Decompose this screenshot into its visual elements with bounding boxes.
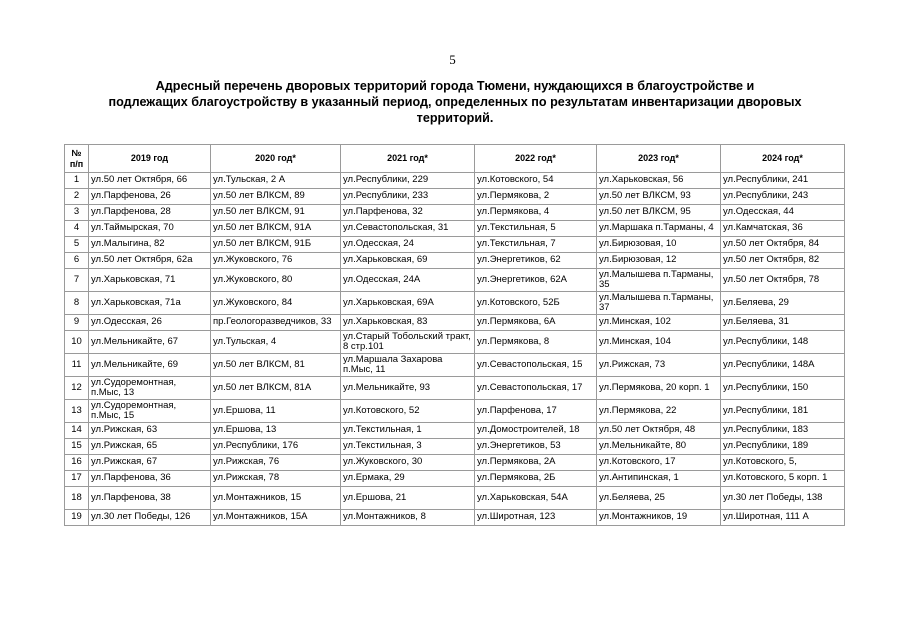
table-row <box>65 439 845 455</box>
address-cell: ул.Беляева, 25 <box>597 487 721 510</box>
address-cell: ул.Котовского, 52Б <box>475 292 597 315</box>
address-cell: ул.Монтажников, 19 <box>597 510 721 526</box>
address-cell: ул.Котовского, 54 <box>475 173 597 189</box>
table-row <box>65 315 845 331</box>
address-cell: ул.Мельникайте, 93 <box>341 377 475 400</box>
address-cell: ул.Широтная, 111 А <box>721 510 845 526</box>
address-cell: ул.Рижская, 67 <box>89 455 211 471</box>
address-cell: ул.50 лет Октября, 84 <box>721 237 845 253</box>
address-cell: ул.Антипинская, 1 <box>597 471 721 487</box>
address-cell: ул.50 лет Октября, 78 <box>721 269 845 292</box>
address-cell: ул.Ершова, 13 <box>211 423 341 439</box>
address-cell: ул.Рижская, 76 <box>211 455 341 471</box>
address-cell: ул.Республики, 241 <box>721 173 845 189</box>
table-row <box>65 354 845 377</box>
row-number-cell: 15 <box>65 439 89 455</box>
address-cell: ул.Пермякова, 20 корп. 1 <box>597 377 721 400</box>
address-cell: ул.Рижская, 65 <box>89 439 211 455</box>
table-row <box>65 510 845 526</box>
address-cell: ул.Ермака, 29 <box>341 471 475 487</box>
address-cell: ул.Текстильная, 3 <box>341 439 475 455</box>
address-cell: ул.Малышева п.Тарманы, 37 <box>597 292 721 315</box>
address-cell: ул.50 лет ВЛКСМ, 91Б <box>211 237 341 253</box>
address-cell: ул.Харьковская, 69 <box>341 253 475 269</box>
header-2020: 2020 год* <box>211 145 341 173</box>
row-number-cell: 13 <box>65 400 89 423</box>
address-cell: ул.Пермякова, 2А <box>475 455 597 471</box>
address-cell: ул.Домостроителей, 18 <box>475 423 597 439</box>
address-cell: ул.Пермякова, 4 <box>475 205 597 221</box>
table-row <box>65 205 845 221</box>
address-cell: ул.Харьковская, 71а <box>89 292 211 315</box>
address-cell: ул.Севастопольская, 31 <box>341 221 475 237</box>
address-cell: ул.Одесская, 24А <box>341 269 475 292</box>
address-cell: ул.30 лет Победы, 138 <box>721 487 845 510</box>
address-cell: ул.Жуковского, 30 <box>341 455 475 471</box>
address-cell: ул.Котовского, 5, <box>721 455 845 471</box>
address-cell: ул.Парфенова, 26 <box>89 189 211 205</box>
address-cell: ул.Тульская, 4 <box>211 331 341 354</box>
address-cell: ул.Республики, 148А <box>721 354 845 377</box>
address-cell: ул.Харьковская, 83 <box>341 315 475 331</box>
table-row <box>65 253 845 269</box>
table-row <box>65 331 845 354</box>
address-cell: ул.Монтажников, 15 <box>211 487 341 510</box>
address-cell: ул.Пермякова, 2 <box>475 189 597 205</box>
address-cell: ул.Беляева, 31 <box>721 315 845 331</box>
address-cell: ул.Бирюзовая, 10 <box>597 237 721 253</box>
table-row <box>65 237 845 253</box>
address-cell: ул.Республики, 183 <box>721 423 845 439</box>
address-cell: ул.Парфенова, 28 <box>89 205 211 221</box>
address-cell: ул.Республики, 233 <box>341 189 475 205</box>
address-cell: ул.Маршака п.Тарманы, 4 <box>597 221 721 237</box>
header-num: № п/п <box>65 145 89 173</box>
address-cell: ул.Парфенова, 38 <box>89 487 211 510</box>
row-number-cell: 6 <box>65 253 89 269</box>
address-cell: ул.50 лет ВЛКСМ, 91 <box>211 205 341 221</box>
address-cell: пр.Геологоразведчиков, 33 <box>211 315 341 331</box>
address-cell: ул.Ершова, 11 <box>211 400 341 423</box>
header-2023: 2023 год* <box>597 145 721 173</box>
address-cell: ул.Республики, 176 <box>211 439 341 455</box>
table-row <box>65 269 845 292</box>
address-cell: ул.Мельникайте, 67 <box>89 331 211 354</box>
title-line-3: территорий. <box>416 111 494 125</box>
table-row <box>65 455 845 471</box>
address-cell: ул.50 лет Октября, 82 <box>721 253 845 269</box>
address-cell: ул.Республики, 150 <box>721 377 845 400</box>
row-number-cell: 12 <box>65 377 89 400</box>
table-row <box>65 423 845 439</box>
address-cell: ул.Энергетиков, 62А <box>475 269 597 292</box>
row-number-cell: 10 <box>65 331 89 354</box>
address-cell: ул.Ершова, 21 <box>341 487 475 510</box>
address-cell: ул.30 лет Победы, 126 <box>89 510 211 526</box>
header-2022: 2022 год* <box>475 145 597 173</box>
address-cell: ул.Монтажников, 15А <box>211 510 341 526</box>
address-cell: ул.Жуковского, 76 <box>211 253 341 269</box>
address-cell: ул.Малыгина, 82 <box>89 237 211 253</box>
address-cell: ул.50 лет ВЛКСМ, 89 <box>211 189 341 205</box>
address-cell: ул.Малышева п.Тарманы, 35 <box>597 269 721 292</box>
address-cell: ул.Республики, 229 <box>341 173 475 189</box>
title-line-2: подлежащих благоустройству в указанный период, определенных по результатам инвентаризации дворовых <box>108 95 802 109</box>
address-cell: ул.Одесская, 24 <box>341 237 475 253</box>
row-number-cell: 3 <box>65 205 89 221</box>
address-cell: ул.Текстильная, 7 <box>475 237 597 253</box>
address-cell: ул.Судоремонтная, п.Мыс, 15 <box>89 400 211 423</box>
address-cell: ул.50 лет ВЛКСМ, 81А <box>211 377 341 400</box>
address-cell: ул.Старый Тобольский тракт, 8 стр.101 <box>341 331 475 354</box>
address-cell: ул.Республики, 243 <box>721 189 845 205</box>
address-cell: ул.Рижская, 63 <box>89 423 211 439</box>
address-cell: ул.Пермякова, 2Б <box>475 471 597 487</box>
address-cell: ул.Рижская, 73 <box>597 354 721 377</box>
address-cell: ул.50 лет ВЛКСМ, 95 <box>597 205 721 221</box>
address-cell: ул.Тульская, 2 А <box>211 173 341 189</box>
address-cell: ул.Беляева, 29 <box>721 292 845 315</box>
table-row <box>65 471 845 487</box>
address-cell: ул.50 лет ВЛКСМ, 93 <box>597 189 721 205</box>
address-cell: ул.Харьковская, 71 <box>89 269 211 292</box>
row-number-cell: 17 <box>65 471 89 487</box>
header-2021: 2021 год* <box>341 145 475 173</box>
address-cell: ул.Севастопольская, 17 <box>475 377 597 400</box>
row-number-cell: 16 <box>65 455 89 471</box>
address-cell: ул.Котовского, 17 <box>597 455 721 471</box>
header-2019: 2019 год <box>89 145 211 173</box>
row-number-cell: 4 <box>65 221 89 237</box>
address-cell: ул.Одесская, 26 <box>89 315 211 331</box>
row-number-cell: 19 <box>65 510 89 526</box>
address-cell: ул.Бирюзовая, 12 <box>597 253 721 269</box>
address-cell: ул.Парфенова, 32 <box>341 205 475 221</box>
address-cell: ул.Мельникайте, 69 <box>89 354 211 377</box>
row-number-cell: 7 <box>65 269 89 292</box>
table-row <box>65 377 845 400</box>
address-cell: ул.Севастопольская, 15 <box>475 354 597 377</box>
table-row <box>65 292 845 315</box>
address-cell: ул.Одесская, 44 <box>721 205 845 221</box>
table-row <box>65 487 845 510</box>
row-number-cell: 8 <box>65 292 89 315</box>
address-cell: ул.Судоремонтная, п.Мыс, 13 <box>89 377 211 400</box>
address-cell: ул.Харьковская, 56 <box>597 173 721 189</box>
page-number: 5 <box>449 52 456 67</box>
row-number-cell: 1 <box>65 173 89 189</box>
address-cell: ул.Текстильная, 1 <box>341 423 475 439</box>
address-cell: ул.Энергетиков, 62 <box>475 253 597 269</box>
address-cell: ул.Жуковского, 84 <box>211 292 341 315</box>
table-body <box>65 173 845 526</box>
row-number-cell: 5 <box>65 237 89 253</box>
address-cell: ул.Парфенова, 17 <box>475 400 597 423</box>
table-row <box>65 400 845 423</box>
address-cell: ул.Пермякова, 8 <box>475 331 597 354</box>
header-2024: 2024 год* <box>721 145 845 173</box>
address-cell: ул.Камчатская, 36 <box>721 221 845 237</box>
table-row <box>65 189 845 205</box>
address-cell: ул.Пермякова, 22 <box>597 400 721 423</box>
address-cell: ул.Жуковского, 80 <box>211 269 341 292</box>
title-line-1: Адресный перечень дворовых территорий города Тюмени, нуждающихся в благоустройстве и <box>155 79 755 93</box>
table-row <box>65 221 845 237</box>
table-row <box>65 173 845 189</box>
address-cell: ул.Мельникайте, 80 <box>597 439 721 455</box>
address-cell: ул.Пермякова, 6А <box>475 315 597 331</box>
address-cell: ул.Широтная, 123 <box>475 510 597 526</box>
row-number-cell: 11 <box>65 354 89 377</box>
address-cell: ул.Рижская, 78 <box>211 471 341 487</box>
address-cell: ул.Монтажников, 8 <box>341 510 475 526</box>
address-cell: ул.Таймырская, 70 <box>89 221 211 237</box>
row-number-cell: 18 <box>65 487 89 510</box>
row-number-cell: 9 <box>65 315 89 331</box>
address-cell: ул.Минская, 102 <box>597 315 721 331</box>
address-cell: ул.50 лет ВЛКСМ, 91А <box>211 221 341 237</box>
address-cell: ул.Харьковская, 69А <box>341 292 475 315</box>
address-cell: ул.Котовского, 52 <box>341 400 475 423</box>
row-number-cell: 14 <box>65 423 89 439</box>
address-cell: ул.Маршала Захарова п.Мыс, 11 <box>341 354 475 377</box>
document-title <box>60 78 850 126</box>
address-table <box>64 144 845 526</box>
address-cell: ул.Минская, 104 <box>597 331 721 354</box>
address-cell: ул.Текстильная, 5 <box>475 221 597 237</box>
address-cell: ул.Республики, 181 <box>721 400 845 423</box>
address-cell: ул.Республики, 148 <box>721 331 845 354</box>
address-cell: ул.50 лет Октября, 48 <box>597 423 721 439</box>
address-cell: ул.Парфенова, 36 <box>89 471 211 487</box>
address-cell: ул.Энергетиков, 53 <box>475 439 597 455</box>
address-cell: ул.50 лет Октября, 62а <box>89 253 211 269</box>
address-cell: ул.Котовского, 5 корп. 1 <box>721 471 845 487</box>
row-number-cell: 2 <box>65 189 89 205</box>
table-header-row <box>65 145 845 173</box>
address-cell: ул.50 лет Октября, 66 <box>89 173 211 189</box>
address-cell: ул.Республики, 189 <box>721 439 845 455</box>
address-cell: ул.50 лет ВЛКСМ, 81 <box>211 354 341 377</box>
address-cell: ул.Харьковская, 54А <box>475 487 597 510</box>
